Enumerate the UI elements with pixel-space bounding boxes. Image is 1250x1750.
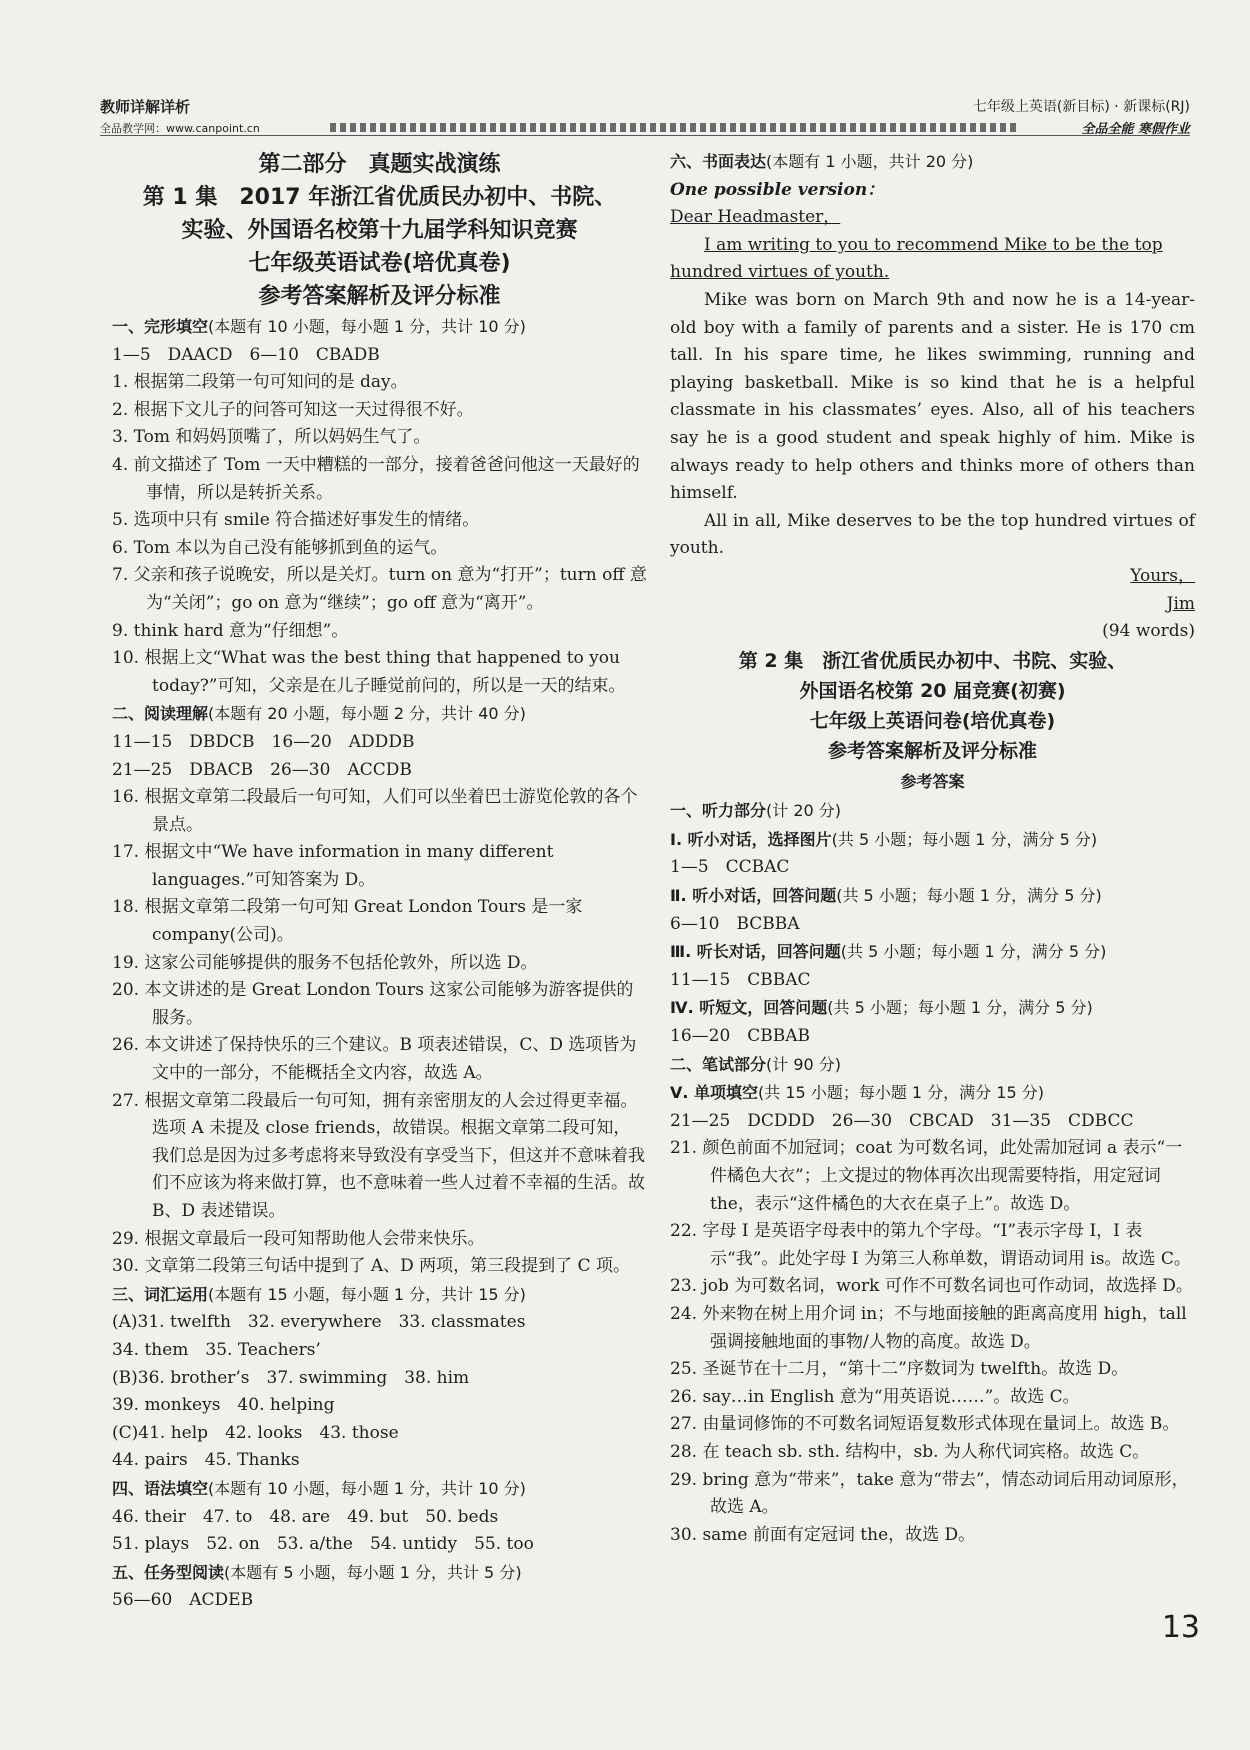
task-reading-answers: 56—60 ACDEB bbox=[112, 1590, 254, 1611]
header-dashed-bar bbox=[330, 123, 1020, 132]
single-choice-explanation: 30. same 前面有定冠词 the，故选 D。 bbox=[670, 1524, 976, 1545]
vocabulary-answers: (A)31. twelfth 32. everywhere 33. classmates bbox=[112, 1312, 526, 1333]
reading-explanation: 26. 本文讲述了保持快乐的三个建议。B 项表述错误，C、D 选项皆为文中的一部分，不能概括全文内容，故选 A。 bbox=[112, 1035, 637, 1084]
letter-closing: Yours， bbox=[1130, 565, 1195, 586]
cloze-explanation: 10. 根据上文“What was the best thing that happened to you today?”可知，父亲是在儿子睡觉前问的，所以是一天的结束。 bbox=[112, 648, 626, 696]
right-column bbox=[670, 148, 1195, 1549]
cloze-answers: 1—5 DAACD 6—10 CBADB bbox=[112, 344, 380, 365]
cloze-explanation: 6. Tom 本以为自己没有能够抓到鱼的运气。 bbox=[112, 537, 448, 558]
written-heading: 二、笔试部分(计 90 分) bbox=[670, 1054, 842, 1074]
listening-1-heading: Ⅰ. 听小对话，选择图片(共 5 小题；每小题 1 分，满分 5 分) bbox=[670, 829, 1098, 849]
page-number: 13 bbox=[1161, 1610, 1200, 1645]
letter-greeting: Dear Headmaster， bbox=[670, 207, 841, 228]
grammar-answers: 46. their 47. to 48. are 49. but 50. beds bbox=[112, 1506, 499, 1527]
cloze-explanation: 9. think hard 意为“仔细想”。 bbox=[112, 620, 349, 641]
cloze-explanation: 3. Tom 和妈妈顶嘴了，所以妈妈生气了。 bbox=[112, 427, 431, 448]
header-right-title: 七年级上英语(新目标) · 新课标(RJ) bbox=[972, 99, 1190, 115]
single-choice-explanation: 21. 颜色前面不加冠词；coat 为可数名词，此处需加冠词 a 表示“一件橘色大衣”；上文提过的物体再次出现需要特指，用定冠词 the，表示“这件橘色的大衣在桌子上”。故选 D。 bbox=[670, 1138, 1183, 1214]
listening-2-answers: 6—10 BCBBA bbox=[670, 913, 800, 934]
set1-title-1: 第 1 集 2017 年浙江省优质民办初中、书院、 bbox=[142, 185, 617, 210]
single-choice-explanation: 25. 圣诞节在十二月，“第十二”序数词为 twelfth。故选 D。 bbox=[670, 1359, 1129, 1380]
set1-title-3: 七年级英语试卷(培优真卷) bbox=[248, 251, 511, 276]
reading-answers-2: 21—25 DBACB 26—30 ACCDB bbox=[112, 759, 412, 780]
letter-para2: Mike was born on March 9th and now he is a 14-year-old boy with a family of parents and a sister. He is 170 cm tall. In his spare time, he likes swimming, running and playing basketball. Mike is so kind that he is a helpful classmate in his classmates’ eyes. Also, all of his teachers say he is a good student and speak highly of him. Mike is always ready to help others and thinks more of others than himself. bbox=[670, 289, 1195, 504]
set1-title-2: 实验、外国语名校第十九届学科知识竞赛 bbox=[181, 218, 578, 243]
single-choice-explanation: 26. say…in English 意为“用英语说……”。故选 C。 bbox=[670, 1386, 1080, 1407]
letter-para1-a: I am writing to you to recommend Mike to be the top bbox=[704, 234, 1163, 255]
reading-explanation: 20. 本文讲述的是 Great London Tours 这家公司能够为游客提供的服务。 bbox=[112, 980, 634, 1028]
single-choice-heading: Ⅴ. 单项填空(共 15 小题；每小题 1 分，满分 15 分) bbox=[670, 1083, 1044, 1103]
single-choice-explanation: 23. job 为可数名词，work 可作不可数名词也可作动词，故选择 D。 bbox=[670, 1276, 1193, 1297]
single-choice-answers: 21—25 DCDDD 26—30 CBCAD 31—35 CDBCC bbox=[670, 1110, 1134, 1131]
vocabulary-answers: (B)36. brother’s 37. swimming 38. him bbox=[112, 1367, 470, 1388]
section-writing-heading: 六、书面表达(本题有 1 小题，共计 20 分) bbox=[670, 152, 974, 171]
listening-3-answers: 11—15 CBBAC bbox=[670, 969, 811, 990]
reading-explanation: 16. 根据文章第二段最后一句可知，人们可以坐着巴士游览伦敦的各个景点。 bbox=[112, 787, 638, 835]
word-count: (94 words) bbox=[1102, 621, 1195, 642]
letter-para1-b: hundred virtues of youth. bbox=[670, 262, 890, 283]
header-divider bbox=[100, 135, 1190, 136]
header-brand: 全品全能 寒假作业 bbox=[1081, 122, 1190, 137]
cloze-explanation: 5. 选项中只有 smile 符合描述好事发生的情绪。 bbox=[112, 510, 480, 531]
listening-4-heading: Ⅳ. 听短文，回答问题(共 5 小题；每小题 1 分，满分 5 分) bbox=[670, 998, 1093, 1018]
letter-para3: All in all, Mike deserves to be the top hundred virtues of youth. bbox=[670, 510, 1195, 559]
listening-1-answers: 1—5 CCBAC bbox=[670, 857, 790, 878]
vocabulary-answers: 34. them 35. Teachers’ bbox=[112, 1339, 321, 1360]
reading-explanation: 18. 根据文章第二段第一句可知 Great London Tours 是一家 company(公司)。 bbox=[112, 897, 583, 946]
set2-title-4: 参考答案解析及评分标准 bbox=[827, 739, 1037, 762]
listening-2-heading: Ⅱ. 听小对话，回答问题(共 5 小题；每小题 1 分，满分 5 分) bbox=[670, 886, 1102, 906]
set1-title-4: 参考答案解析及评分标准 bbox=[258, 284, 501, 309]
section-task-reading-heading: 五、任务型阅读(本题有 5 小题，每小题 1 分，共计 5 分) bbox=[112, 1562, 522, 1582]
left-column bbox=[112, 148, 647, 1615]
single-choice-explanation: 22. 字母 I 是英语字母表中的第九个字母。“I”表示字母 I，I 表示“我”。此处字母 I 为第三人称单数，谓语动词用 is。故选 C。 bbox=[670, 1221, 1191, 1269]
section-grammar-heading: 四、语法填空(本题有 10 小题，每小题 1 分，共计 10 分) bbox=[112, 1478, 526, 1498]
reading-explanation: 29. 根据文章最后一段可知帮助他人会带来快乐。 bbox=[112, 1228, 485, 1249]
set2-title-2: 外国语名校第 20 届竞赛(初赛) bbox=[799, 679, 1066, 702]
answers-subtitle: 参考答案 bbox=[900, 771, 965, 791]
listening-heading: 一、听力部分(计 20 分) bbox=[670, 801, 842, 821]
single-choice-explanation: 27. 由量词修饰的不可数名词短语复数形式体现在量词上。故选 B。 bbox=[670, 1414, 1180, 1435]
section-cloze-heading: 一、完形填空(本题有 10 小题，每小题 1 分，共计 10 分) bbox=[112, 317, 526, 336]
vocabulary-answers: (C)41. help 42. looks 43. those bbox=[112, 1422, 399, 1443]
vocabulary-answers: 44. pairs 45. Thanks bbox=[112, 1450, 300, 1471]
header-website: 全品教学网：www.canpoint.cn bbox=[100, 122, 260, 135]
reading-explanation: 17. 根据文中“We have information in many different languages.”可知答案为 D。 bbox=[112, 842, 554, 890]
set2-title-3: 七年级上英语问卷(培优真卷) bbox=[809, 709, 1056, 732]
reading-explanation: 30. 文章第二段第三句话中提到了 A、D 两项，第三段提到了 C 项。 bbox=[112, 1256, 630, 1277]
cloze-explanation: 7. 父亲和孩子说晚安，所以是关灯。turn on 意为“打开”；turn off 意为“关闭”；go on 意为“继续”；go off 意为“离开”。 bbox=[112, 565, 647, 613]
vocabulary-answers: 39. monkeys 40. helping bbox=[112, 1395, 335, 1416]
single-choice-explanation: 29. bring 意为“带来”，take 意为“带去”，情态动词后用动词原形，故选 A。 bbox=[670, 1469, 1189, 1518]
version-label: One possible version： bbox=[670, 179, 885, 200]
grammar-answers: 51. plays 52. on 53. a/the 54. untidy 55. too bbox=[112, 1534, 534, 1555]
part-title: 第二部分 真题实战演练 bbox=[258, 152, 501, 177]
header-left-title: 教师详解详析 bbox=[100, 98, 191, 116]
set2-title-1: 第 2 集 浙江省优质民办初中、书院、实验、 bbox=[738, 649, 1127, 672]
cloze-explanation: 4. 前文描述了 Tom 一天中糟糕的一部分，接着爸爸问他这一天最好的事情，所以是转折关系。 bbox=[112, 454, 640, 503]
cloze-explanation: 1. 根据第二段第一句可知问的是 day。 bbox=[112, 372, 408, 393]
section-vocabulary-heading: 三、词汇运用(本题有 15 小题，每小题 1 分，共计 15 分) bbox=[112, 1284, 526, 1304]
single-choice-explanation: 28. 在 teach sb. sth. 结构中，sb. 为人称代词宾格。故选 C。 bbox=[670, 1441, 1150, 1462]
reading-explanation: 19. 这家公司能够提供的服务不包括伦敦外，所以选 D。 bbox=[112, 952, 538, 973]
letter-signature: Jim bbox=[1166, 593, 1195, 614]
section-reading-heading: 二、阅读理解(本题有 20 小题，每小题 2 分，共计 40 分) bbox=[112, 704, 526, 724]
reading-answers-1: 11—15 DBDCB 16—20 ADDDB bbox=[112, 731, 415, 752]
reading-explanation: 27. 根据文章第二段最后一句可知，拥有亲密朋友的人会过得更幸福。选项 A 未提及 close friends，故错误。根据文章第二段可知，我们总是因为过多考虑将来导致没有享受当下，但这并不意味着我们不应该为将来做打算，也不意味着一些人过着不幸福的生活。故 B、D 表述错误。 bbox=[112, 1090, 645, 1221]
single-choice-explanation: 24. 外来物在树上用介词 in；不与地面接触的距离高度用 high，tall 强调接触地面的事物/人物的高度。故选 D。 bbox=[670, 1303, 1187, 1352]
listening-4-answers: 16—20 CBBAB bbox=[670, 1026, 811, 1047]
listening-3-heading: Ⅲ. 听长对话，回答问题(共 5 小题；每小题 1 分，满分 5 分) bbox=[670, 942, 1107, 962]
cloze-explanation: 2. 根据下文儿子的问答可知这一天过得很不好。 bbox=[112, 399, 474, 420]
